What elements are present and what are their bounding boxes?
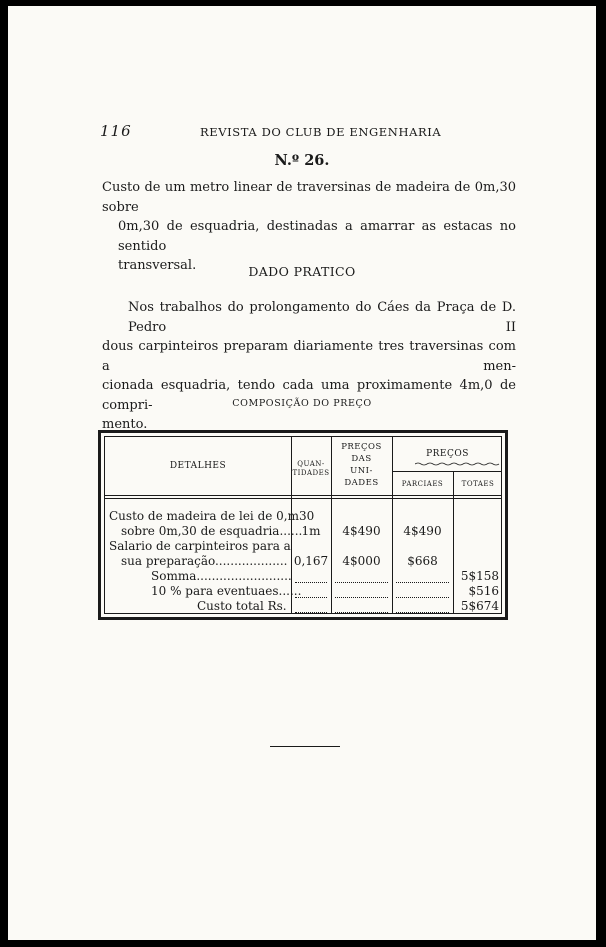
- row-salario-unit-price: 4$000: [342, 554, 381, 568]
- dot-leader: [335, 582, 388, 583]
- header-quantidades-1: QUAN-: [297, 460, 325, 468]
- intro-paragraph: [102, 178, 516, 276]
- dot-leader: [396, 597, 449, 598]
- header-bottom-rule-double: [105, 498, 501, 499]
- dot-leader: [335, 612, 388, 613]
- dot-leader: [295, 612, 327, 613]
- row-somma-total: 5$158: [460, 569, 499, 583]
- dot-leader: [295, 582, 327, 583]
- wavy-rule-decoration: [415, 462, 501, 466]
- row-eventuaes-total: $516: [468, 584, 499, 598]
- intro-line-3: transversal.: [118, 258, 197, 273]
- header-parciaes: PARCIAES: [401, 480, 444, 488]
- row-eventuaes-label: 10 % para eventuaes......: [151, 584, 302, 598]
- row-madeira-desc-2: sobre 0m,30 de esquadria......: [121, 524, 303, 538]
- row-madeira-qty: 1m: [301, 524, 321, 538]
- price-table: [98, 430, 508, 620]
- dado-line-4: mento.: [102, 417, 148, 432]
- dot-leader: [335, 597, 388, 598]
- intro-line-2: 0m,30 de esquadria, destinadas a amarrar as estacas no sentido: [118, 219, 516, 254]
- header-precos: PREÇOS: [426, 449, 469, 459]
- header-precos-unid-3: UNI-: [350, 466, 373, 476]
- header-quantidades-2: TIDADES: [292, 469, 330, 477]
- closing-rule: [270, 746, 340, 747]
- header-bottom-rule: [105, 495, 501, 496]
- dado-pratico-heading: DADO PRATICO: [248, 264, 356, 279]
- dot-leader: [396, 582, 449, 583]
- row-salario-desc-2: sua preparação...................: [121, 554, 288, 568]
- section-number: N.º 26.: [274, 152, 330, 169]
- running-header: [100, 122, 518, 144]
- dado-line-1: Nos trabalhos do prolongamento do Cáes da Praça de D. Pedro II: [128, 300, 516, 335]
- row-custo-total-label: Custo total Rs.: [197, 599, 287, 613]
- row-salario-desc-1: Salario de carpinteiros para a: [109, 539, 291, 553]
- dot-leader: [295, 597, 327, 598]
- row-madeira-desc-1: Custo de madeira de lei de 0,m30: [109, 509, 315, 523]
- row-salario-qty: 0,167: [293, 554, 329, 568]
- dado-pratico-paragraph: [102, 298, 516, 435]
- row-somma-label: Somma.........................: [151, 569, 292, 583]
- header-precos-unid-4: DADES: [344, 478, 379, 488]
- row-custo-total-value: 5$674: [460, 599, 499, 613]
- composicao-heading: COMPOSIÇÃO DO PREÇO: [232, 398, 372, 409]
- running-title: REVISTA DO CLUB DE ENGENHARIA: [200, 125, 442, 139]
- dot-leader: [396, 612, 449, 613]
- page-number: 116: [100, 122, 132, 140]
- price-table-inner: [104, 436, 502, 614]
- header-precos-unid-1: PREÇOS: [341, 442, 382, 452]
- row-salario-parcial: $668: [407, 554, 438, 568]
- document-page: [8, 6, 596, 940]
- row-madeira-parcial: 4$490: [403, 524, 442, 538]
- intro-line-1: Custo de um metro linear de traversinas de madeira de 0m,30 sobre: [102, 180, 516, 215]
- header-precos-unid-2: DAS: [351, 454, 372, 464]
- dado-line-2: dous carpinteiros preparam diariamente tres traversinas com a men-: [102, 339, 516, 374]
- row-madeira-unit-price: 4$490: [342, 524, 381, 538]
- precos-subheader-rule: [392, 471, 501, 472]
- header-totaes: TOTAES: [461, 480, 495, 488]
- dado-line-3: cionada esquadria, tendo cada uma proximamente 4m,0 de compri-: [102, 378, 516, 413]
- header-detalhes: DETALHES: [169, 461, 227, 471]
